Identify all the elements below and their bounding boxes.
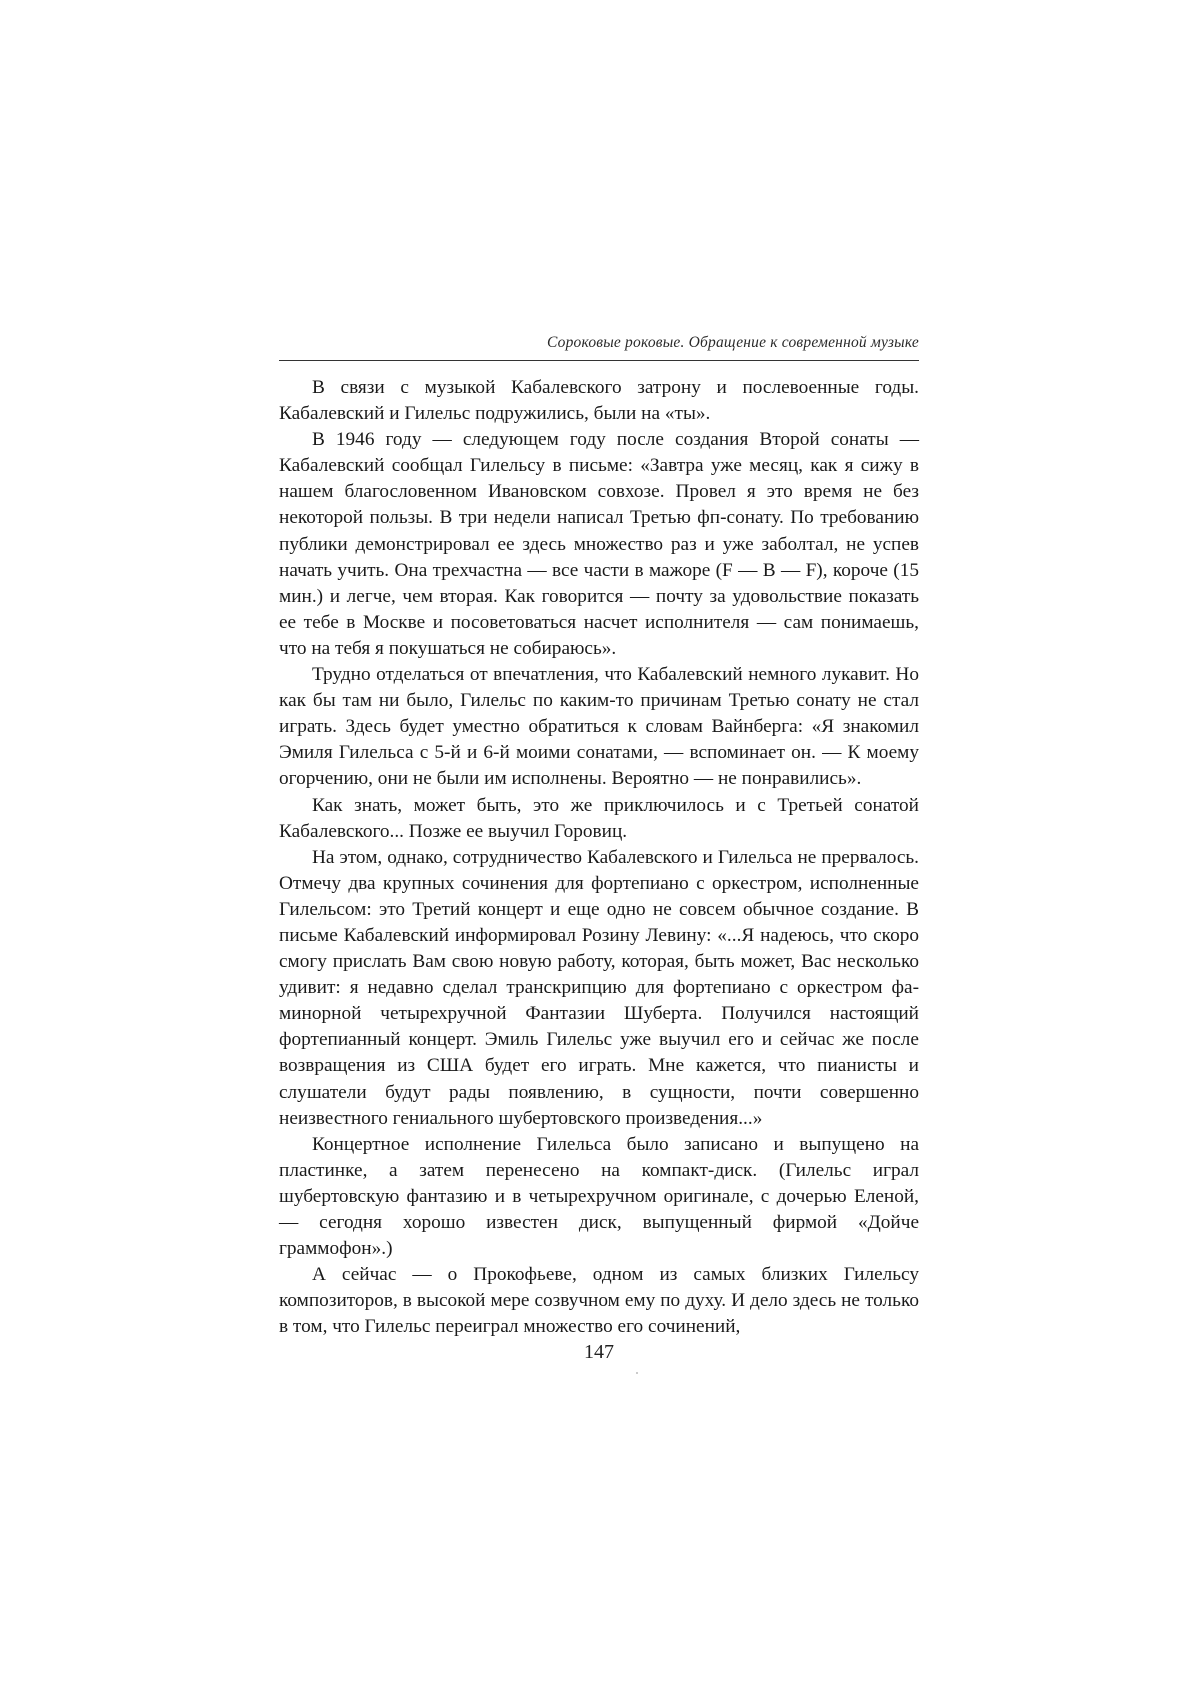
paragraph: На этом, однако, сотрудничество Кабалевского и Гилельса не прервалось. Отмечу два крупных сочинения для фортепиано с оркестром, исполненные Гилельсом: это Третий концерт и еще одно не совсем обычное создание. В письме Кабалевский информировал Розину Левину: «...Я надеюсь, что скоро смогу прислать Вам свою новую работу, которая, быть может, Вас несколько удивит: я недавно сделал транскрипцию для фортепиано с оркестром фа-минорной четырехручной Фантазии Шуберта. Получился настоящий фортепианный концерт. Эмиль Гилельс уже выучил его и сейчас же после возвращения из США будет его играть. Мне кажется, что пианисты и слушатели будут рады появлению, в сущности, почти совершенно неизвестного гениального шубертовского произведения...» [279, 846, 919, 1129]
running-head: Сороковые роковые. Обращение к современной музыке [546, 334, 919, 351]
paragraph: Концертное исполнение Гилельса было записано и выпущено на пластинке, а затем перенесено на компакт-диск. (Гилельс играл шубертовскую фантазию и в четырехручном оригинале, с дочерью Еленой, — сегодня хорошо известен диск, выпущенный фирмой «Дойче граммофон».) [279, 1133, 919, 1260]
page-number: 147 [584, 1341, 614, 1363]
paragraph: В 1946 году — следующем году после создания Второй сонаты — Кабалевский сообщал Гилельсу в письме: «Завтра уже месяц, как я сижу в нашем благословенном Ивановском совхозе. Провел я это время не без некоторой пользы. В три недели написал Третью фп-сонату. По требованию публики демонстрировал ее здесь множество раз и уже заболтал, не успев начать учить. Она трехчастна — все части в мажоре (F — B — F), короче (15 мин.) и легче, чем вторая. Как говорится — почту за удовольствие показать ее тебе в Москве и посоветоваться насчет исполнителя — сам понимаешь, что на тебя я покушаться не собираюсь». [279, 429, 919, 659]
paragraph: В связи с музыкой Кабалевского затрону и послевоенные годы. Кабалевский и Гилельс подружились, были на «ты». [279, 377, 919, 425]
paragraph: Как знать, может быть, это же приключилось и с Третьей сонатой Кабалевского... Позже ее выучил Горовиц. [279, 794, 919, 842]
body-text [279, 375, 919, 1340]
scan-speck [636, 1372, 638, 1374]
header-rule [279, 360, 919, 361]
paragraph: Трудно отделаться от впечатления, что Кабалевский немного лукавит. Но как бы там ни было, Гилельс по каким-то причинам Третью сонату не стал играть. Здесь будет уместно обратиться к словам Вайнберга: «Я знакомил Эмиля Гилельса с 5-й и 6-й моими сонатами, — вспоминает он. — К моему огорчению, они не были им исполнены. Вероятно — не понравились». [279, 664, 919, 790]
paragraph: А сейчас — о Прокофьеве, одном из самых близких Гилельсу композиторов, в высокой мере созвучном ему по духу. И дело здесь не только в том, что Гилельс переиграл множество его сочинений, [279, 1264, 919, 1338]
